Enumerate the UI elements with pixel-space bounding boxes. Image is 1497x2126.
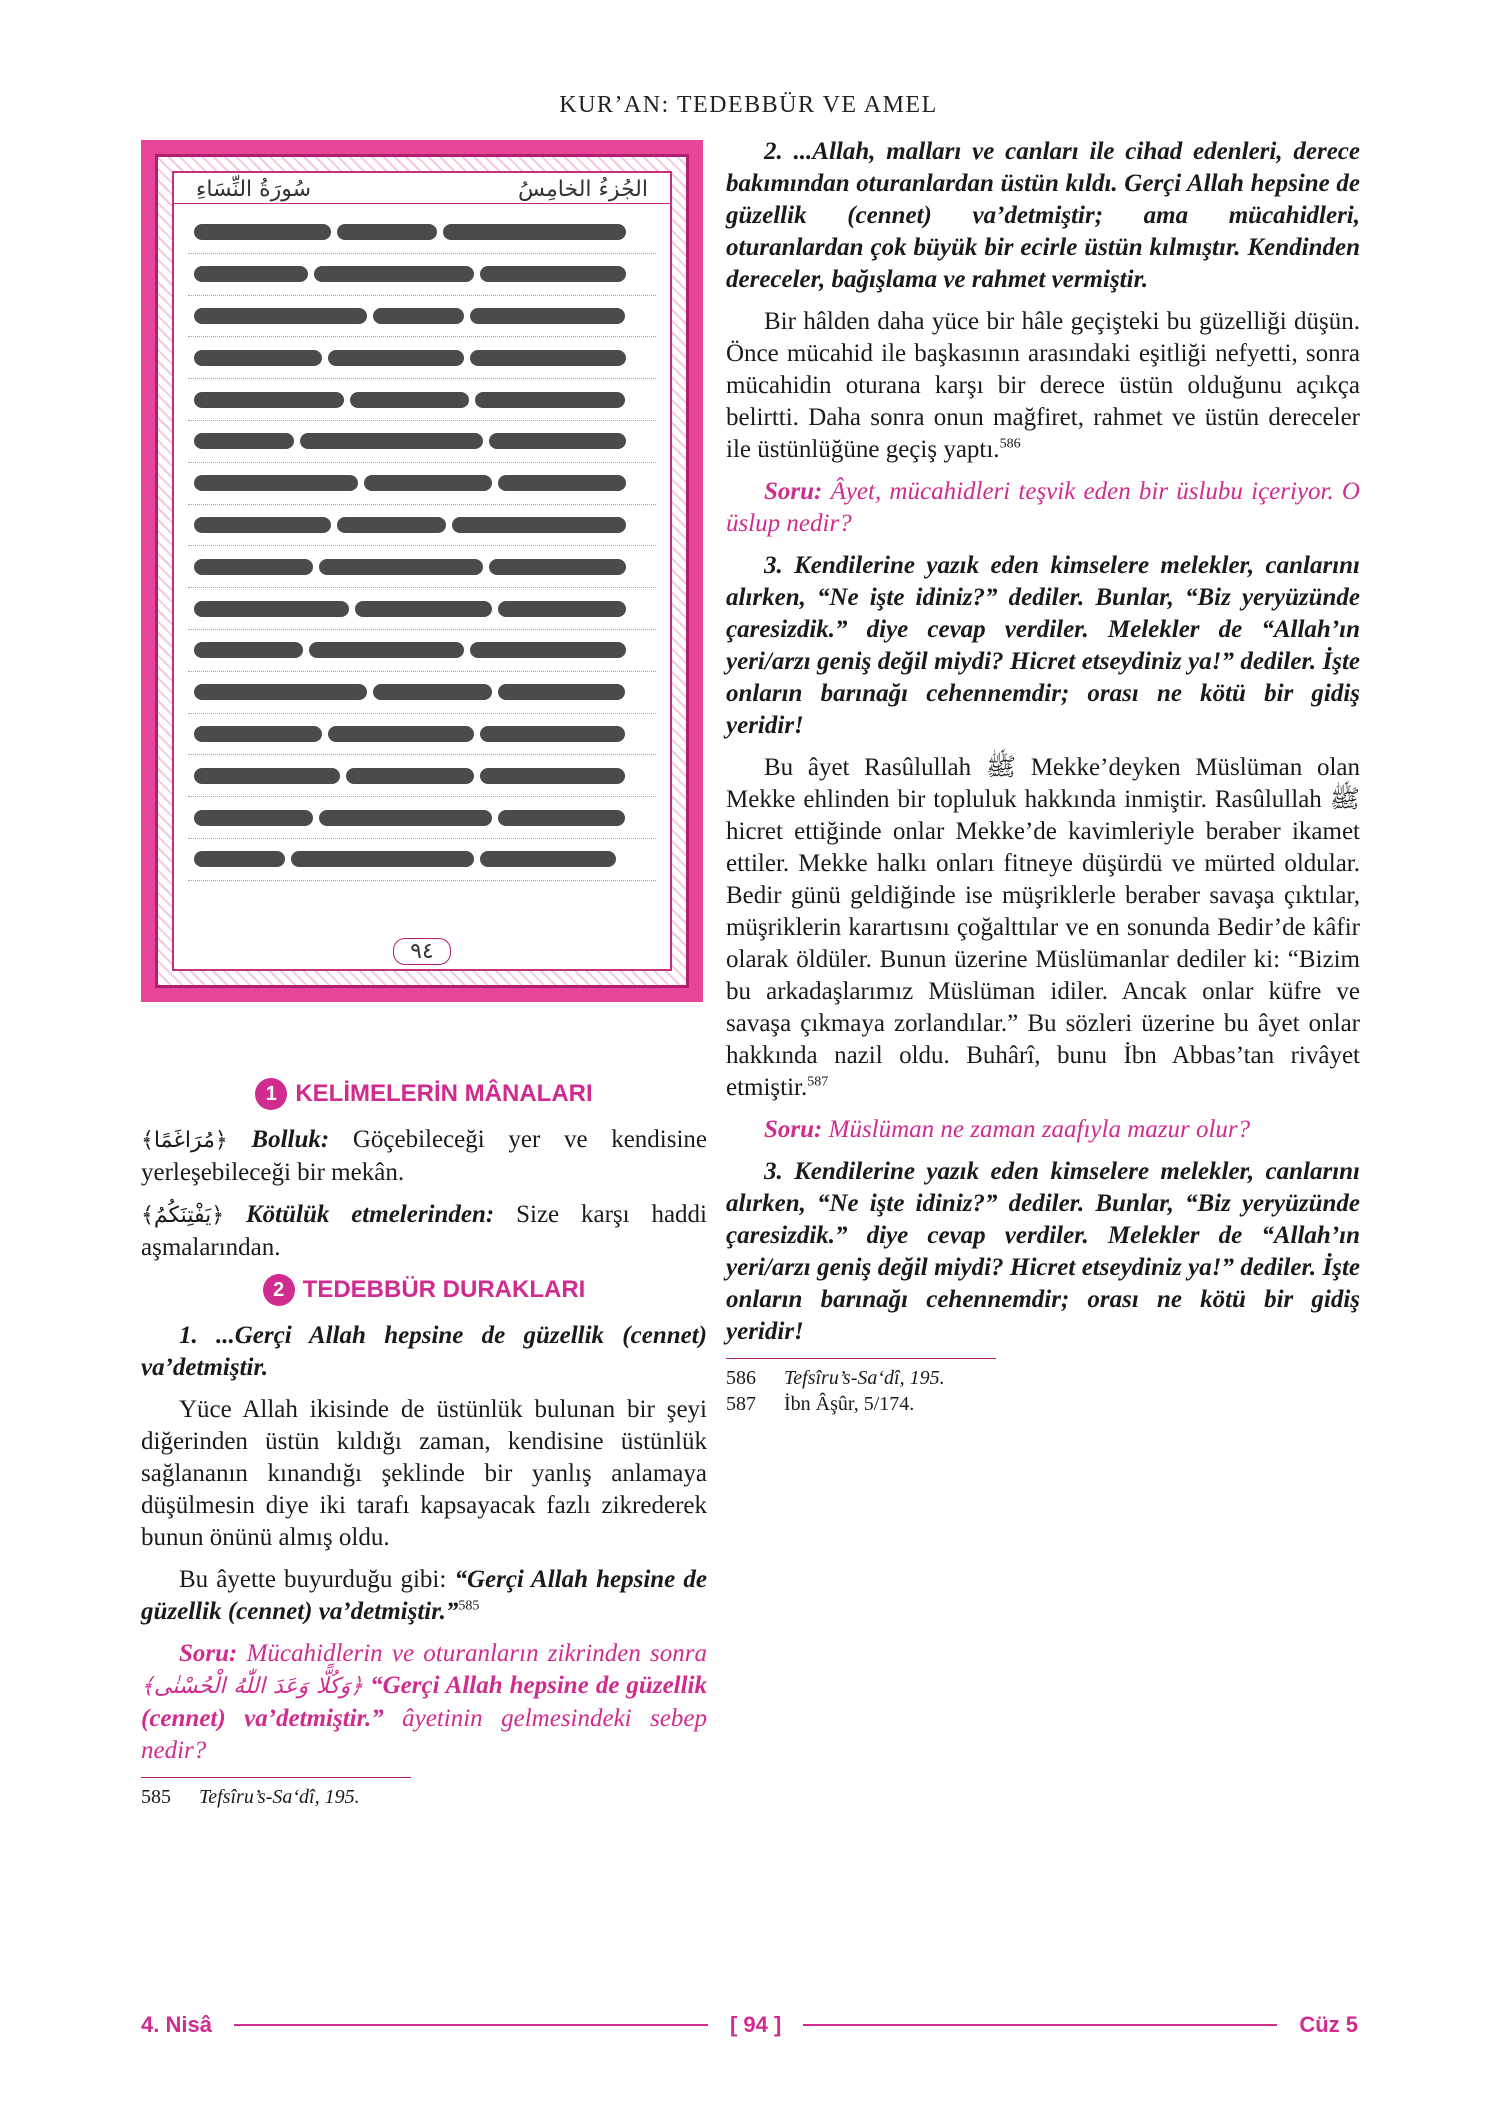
footnote [726,1365,1360,1391]
question-label: Soru: [764,1116,823,1143]
definition-term: Kötülük etmelerinden: [245,1201,495,1228]
section-number-badge: 2 [263,1274,295,1306]
mushaf-line [188,337,656,379]
mushaf-footer [174,938,670,965]
mushaf-line [188,797,656,839]
arabic-term: ﴿مُرَاغَمًا﴾ [141,1128,228,1153]
question-text: Âyet, mücahidleri teşvik eden bir üslubu içeriyor. O üslup nedir? [726,478,1360,537]
mushaf-page-number: ٩٤ [393,938,451,965]
definition-term: Bolluk: [251,1126,330,1153]
quote-text: “Gerçi Allah hepsine de güzellik (cennet) va’detmiştir.” [141,1566,707,1625]
footnote-text: Tefsîru’s-Sa‘dî, 195. [784,1367,945,1389]
footnote-number: 585 [141,1786,171,1808]
body-paragraph [726,306,1360,466]
mushaf-line [188,379,656,421]
section-heading-reflection [141,1274,707,1306]
section-title: TEDEBBÜR DURAKLARI [302,1276,586,1303]
verse-point: 3. Kendilerine yazık eden kimselere melekler, canlarını alırken, “Ne işte idiniz?” dediler. Bunlar, “Biz yeryüzünde çaresizdik.” diye cevap verdiler. Melekler de “Allah’ın yeri/arzı geniş değil miydi? Hicret etseydiniz ya!” dediler. İşte onların barınağı cehennemdir; orası ne kötü bir gidiş yeridir! [726,552,1360,739]
mushaf-line [188,714,656,756]
mushaf-line [188,839,656,881]
question-label: Soru: [179,1640,238,1667]
question-text: âyetinin gelmesindeki sebep nedir? [141,1705,707,1764]
footer-page-number: [ 94 ] [729,2012,782,2037]
verse-point: 2. ...Allah, malları ve canları ile cihad edenleri, derece bakımından oturanlardan üstün kıldı. Gerçi Allah hepsine de güzellik (cennet) va’detmiştir; ama mücahidleri, oturanlardan çok büyük bir ecirle üstün kılmıştır. Kendinden dereceler, bağışlama ve rahmet vermiştir. [726,138,1360,293]
footnote-text: Tefsîru’s-Sa‘dî, 195. [199,1786,360,1808]
footer-rule [234,2024,708,2026]
mushaf-line [188,421,656,463]
question-text: Mücahidlerin ve oturanların zikrinden sonra [237,1640,707,1667]
paragraph-text: Bir hâlden daha yüce bir hâle geçişteki bu güzelliği düşün. Önce mücahid ile başkasının arasındaki eşitliği nefyetti, sonra mücahidin oturana karşı bir derece üstün olduğunu açıkça belirtti. Daha sonra onun mağfiret, rahmet ve üstün dereceler ile üstünlüğüne geçiş yaptı. [726,308,1360,463]
question-block [726,1114,1360,1146]
footer-surah: 4. Nisâ [141,2012,212,2037]
footnote-number: 586 [726,1367,756,1389]
mushaf-line [188,296,656,338]
verse-point: 3. Kendilerine yazık eden kimselere melekler, canlarını alırken, “Ne işte idiniz?” dediler. Bunlar, “Biz yeryüzünde çaresizdik.” diye cevap verdiler. Melekler de “Allah’ın yeri/arzı geniş değil miydi? Hicret etseydiniz ya!” dediler. İşte onların barınağı cehennemdir; orası ne kötü bir gidiş yeridir! [726,1158,1360,1345]
footnote [141,1784,707,1810]
mushaf-line [188,212,656,254]
mushaf-line [188,755,656,797]
footnote [726,1391,1360,1417]
mushaf-line [188,254,656,296]
mushaf-page-frame [141,140,703,1002]
footnote-ref: 585 [458,1598,480,1614]
mushaf-text-area [172,171,672,971]
definition-item [141,1199,707,1264]
question-text: Müslüman ne zaman zaafıyla mazur olur? [822,1116,1251,1143]
body-paragraph [141,1564,707,1628]
footnote-text: İbn Âşûr, 5/174. [784,1393,915,1415]
arabic-quote: ﴿وَكُلًّا وَعَدَ اللّٰهُ الْحُسْنٰى﴾ [141,1674,364,1699]
footnote-ref: 586 [999,436,1021,452]
mushaf-ornament-border [155,154,689,988]
mushaf-line [188,546,656,588]
mushaf-surah-name: سُورَةُ النِّسَاءِ [196,177,312,202]
mushaf-header [174,173,670,204]
body-paragraph [726,752,1360,1104]
body-paragraph: Yüce Allah ikisinde de üstünlük bulunan bir şeyi diğerinden üstün kıldığı zaman, kendisine üstünlük sağlananın kınandığı şeklinde bir yanlış anlamaya düşülmesin diye iki tarafı kapsayacak fazlı zikrederek bunun önünü almış oldu. [141,1396,707,1551]
definition-text: Size karşı haddi aşmalarından. [141,1201,707,1261]
mushaf-juz-name: الجُزءُ الخامِسُ [517,177,648,202]
footnote-number: 587 [726,1393,756,1415]
right-column [726,136,1360,1417]
mushaf-line [188,588,656,630]
question-block [726,476,1360,540]
mushaf-line [188,672,656,714]
mushaf-line [188,505,656,547]
arabic-term: ﴿يَفْتِنَكُمُ﴾ [141,1203,225,1228]
footnote-ref: 587 [807,1074,829,1090]
footer-juz: Cüz 5 [1299,2012,1359,2037]
paragraph-text: Bu âyet Rasûlullah ﷺ Mekke’deyken Müslüman olan Mekke ehlinden bir topluluk hakkında inmiştir. Rasûlullah ﷺ hicret ettiğinde onlar Mekke’de kavimleriyle beraber ikamet ettiler. Mekke halkı onları fitneye düşürdü ve mürted oldular. Bedir günü geldiğinde ise müşriklerle beraber savaşa çıktılar, müşriklerin karartısını çoğalttılar ve en sonunda Bedir’de kâfir olarak öldüler. Bunun üzerine Müslümanlar dediler ki: “Bizim bu arkadaşlarımız Müslüman idiler. Ancak onlar küfre ve savaşa çıkmaya zorlandılar.” Bu sözleri üzerine bu âyet onlar hakkında nazil oldu. Buhârî, bunu İbn Abbas’tan rivâyet etmiştir. [726,754,1360,1101]
definition-item [141,1124,707,1189]
left-column [141,1070,707,1810]
running-header: KUR’AN: TEDEBBÜR VE AMEL [559,92,938,118]
section-number-badge: 1 [255,1078,287,1110]
mushaf-verse-lines [174,204,670,881]
question-label: Soru: [764,478,823,505]
section-heading-words [141,1078,707,1110]
footer-rule [803,2024,1277,2026]
mushaf-line [188,463,656,505]
definition-text: Göçebileceği yer ve kendisine yerleşebileceği bir mekân. [141,1126,708,1186]
mushaf-line [188,630,656,672]
page-footer [141,2010,1358,2040]
paragraph-text: Bu âyette buyurduğu gibi: [179,1566,455,1593]
question-bold-text: “Gerçi Allah hepsine de güzellik (cennet) va’detmiştir.” [141,1672,707,1732]
verse-point: 1. ...Gerçi Allah hepsine de güzellik (cennet) va’detmiştir. [141,1322,707,1381]
footnote-divider [726,1358,996,1359]
footnote-divider [141,1777,411,1778]
section-title: KELİMELERİN MÂNALARI [295,1080,593,1107]
question-block [141,1638,707,1767]
